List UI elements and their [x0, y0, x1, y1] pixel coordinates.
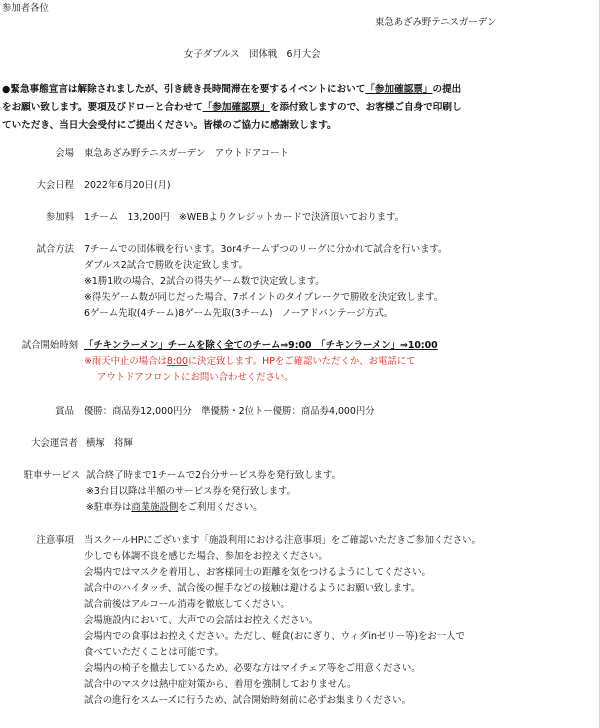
- addressee: 参加者各位: [2, 3, 49, 14]
- parking-label: 駐車サービス: [23, 470, 80, 481]
- cautions-lines: [84, 535, 481, 711]
- notice-highlight: 「参加確認票」: [202, 102, 270, 113]
- caution-line: 少しでも体調不良を感じた場合、参加をお控えください。: [84, 551, 328, 562]
- caution-line: 試合中のマスクは熱中症対策から、着用を強制しておりません。: [84, 679, 357, 690]
- fee-value: 1チーム 13,200円 ※WEBよりクレジットカードで決済頂いております。: [84, 212, 405, 223]
- date-label: 大会日程: [36, 180, 74, 191]
- caution-line: 会場内の椅子を撤去しているため、必要な方はマイチェア等をご用意ください。: [84, 663, 421, 674]
- notice-text: ●緊急事態宣言は解除されましたが、引き続き長時間滞在を要するイベントにおいて: [2, 84, 366, 95]
- format-line: 7チームでの団体戦を行います。3or4チームずつのリーグに分かれて試合を行います。: [84, 244, 448, 255]
- rain-decision-time: 8:00: [166, 356, 188, 367]
- prize-value: 優勝：商品券12,000円分 準優勝・2位トー優勝：商品券4,000円分: [84, 406, 375, 417]
- parking-text: ※駐車券は: [86, 502, 132, 513]
- format-label: 試合方法: [36, 244, 74, 255]
- start-time-lines: [84, 340, 438, 388]
- start-time-regular: 「チキンラーメン」チームを除く全てのチーム⇒9:00: [84, 340, 312, 351]
- caution-line: 試合の進行をスムーズに行うため、試合開始時刻前に必ずお集まりください。: [84, 695, 411, 706]
- rain-text: ※雨天中止の場合は: [84, 356, 167, 367]
- notice-text: をお願い致します。要項及びドローと合わせて: [2, 102, 203, 113]
- caution-line: 試合前後はアルコール消毒を徹底してください。: [84, 599, 290, 610]
- caution-line: 食べていただくことは可能です。: [84, 647, 224, 658]
- cautions-label: 注意事項: [36, 535, 74, 546]
- caution-line: 会場内での食事はお控えください。ただし、軽食(おにぎり、ウィダinゼリー等)をお一人で: [84, 631, 465, 642]
- notice-text: ていただき、当日大会受付にご提出ください。皆様のご協力に感謝致します。: [2, 120, 337, 131]
- caution-line: 当スクールHPにございます「施設利用における注意事項」をご確認いただきご参加ください。: [84, 535, 481, 546]
- notice-text: を添付致しますので、お客様ご自身で印刷し: [269, 102, 462, 113]
- format-line: ダブルス2試合で勝敗を決定致します。: [84, 260, 248, 271]
- notice-text: の提出: [432, 84, 462, 95]
- format-line: ※1勝1敗の場合、2試合の得失ゲーム数で決定致します。: [84, 276, 325, 287]
- organizer-name: 東急あざみ野テニスガーデン: [375, 17, 497, 28]
- venue-value: 東急あざみ野テニスガーデン アウトドアコート: [84, 148, 289, 159]
- format-lines: [84, 244, 448, 324]
- format-line: ※得失ゲーム数が同じだった場合、7ポイントのタイブレークで勝敗を決定致します。: [84, 292, 444, 303]
- caution-line: 会場施設内において、大声での会話はお控えください。: [84, 615, 319, 626]
- rain-contact: アウトドアフロントにお問い合わせください。: [97, 372, 294, 383]
- manager-value: 横塚 将輝: [86, 438, 133, 449]
- document-title: 女子ダブルス 団体戦 6月大会: [184, 49, 321, 60]
- parking-highlight: 商業施設側: [131, 502, 179, 513]
- emergency-notice: [2, 81, 522, 135]
- venue-label: 会場: [55, 148, 74, 159]
- parking-line: [86, 502, 341, 518]
- caution-line: 試合中のハイタッチ、試合後の握手などの接触は避けるようにお願い致します。: [84, 583, 421, 594]
- date-value: 2022年6月20日(月): [84, 180, 171, 191]
- rain-notice: [84, 356, 438, 372]
- notice-highlight: 「参加確認票」: [365, 84, 433, 95]
- rain-text: に決定致します。HPをご確認いただくか、お電話にて: [187, 356, 416, 367]
- start-time-label: 試合開始時刻: [21, 340, 78, 351]
- prize-label: 賞品: [55, 406, 74, 417]
- start-time-chicken: 「チキンラーメン」⇒10:00: [320, 340, 438, 351]
- parking-line: ※3台目以降は半額のサービス券を発行致します。: [86, 486, 296, 497]
- parking-line: 試合終了時まで1チームで2台分サービス券を発行致します。: [86, 470, 341, 481]
- format-line: 6ゲーム先取(4チーム)8ゲーム先取(3チーム) ノーアドバンテージ方式。: [84, 308, 394, 319]
- start-times: [84, 340, 438, 356]
- parking-text: をご利用ください。: [178, 502, 263, 513]
- fee-label: 参加料: [45, 212, 74, 223]
- parking-lines: [86, 470, 341, 518]
- caution-line: 会場内ではマスクを着用し、お客様同士の距離を気をつけるようにしてください。: [84, 567, 431, 578]
- manager-label: 大会運営者: [31, 438, 78, 449]
